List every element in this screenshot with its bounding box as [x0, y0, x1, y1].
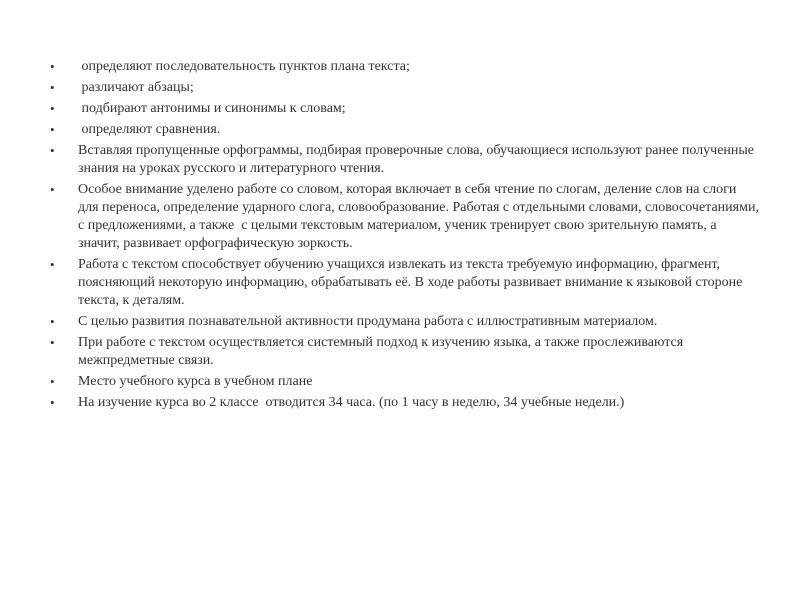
bullet-list — [50, 58, 763, 415]
bullet-icon: • — [50, 335, 55, 350]
list-item-text: Работа с текстом способствует обучению учащихся извлекать из текста требуемую информацию, фрагмент, поясняющий некоторую информацию, обрабатывать её. В ходе работы развивает внимание к языковой стороне текста, к деталям. — [78, 257, 746, 308]
list-item-text: Вставляя пропущенные орфограммы, подбирая проверочные слова, обучающиеся используют ранее полученные знания на уроках русского и литературного чтения. — [78, 143, 758, 176]
list-item — [50, 58, 760, 76]
list-item-text: При работе с текстом осуществляется системный подход к изучению языка, а также прослеживаются межпредметные связи. — [78, 335, 687, 368]
list-item-text: Особое внимание уделено работе со словом, которая включает в себя чтение по слогам, деление слов на слоги для переноса, определение ударного слога, словообразование. Работая с отдельными словами, словосочетаниями, с предложениями, а также с целыми текстовым материалом, ученик тренирует свою зрительную память, а значит, развивает орфографическую зоркость. — [78, 182, 763, 251]
list-item — [50, 256, 760, 310]
list-item-text: На изучение курса во 2 классе отводится 34 часа. (по 1 часу в неделю, 34 учебные недели.) — [78, 395, 625, 410]
bullet-icon: • — [50, 143, 55, 158]
list-item-text: различают абзацы; — [78, 80, 194, 95]
bullet-icon: • — [50, 80, 55, 95]
bullet-icon: • — [50, 122, 55, 137]
bullet-icon: • — [50, 257, 55, 272]
list-item-text: С целью развития познавательной активности продумана работа с иллюстративным материалом. — [78, 314, 658, 329]
list-item-text: определяют последовательность пунктов плана текста; — [78, 59, 410, 74]
list-item-text: Место учебного курса в учебном плане — [78, 374, 313, 389]
list-item-text: подбирают антонимы и синонимы к словам; — [78, 101, 346, 116]
list-item — [50, 121, 760, 139]
bullet-icon: • — [50, 182, 55, 197]
bullet-icon: • — [50, 59, 55, 74]
bullet-icon: • — [50, 395, 55, 410]
list-item-text: определяют сравнения. — [78, 122, 221, 137]
list-item — [50, 394, 760, 412]
bullet-icon: • — [50, 374, 55, 389]
list-item — [50, 334, 760, 370]
list-item — [50, 100, 760, 118]
list-item — [50, 313, 760, 331]
bullet-icon: • — [50, 314, 55, 329]
list-item — [50, 181, 763, 253]
list-item — [50, 373, 760, 391]
bullet-icon: • — [50, 101, 55, 116]
list-item — [50, 142, 760, 178]
list-item — [50, 79, 760, 97]
